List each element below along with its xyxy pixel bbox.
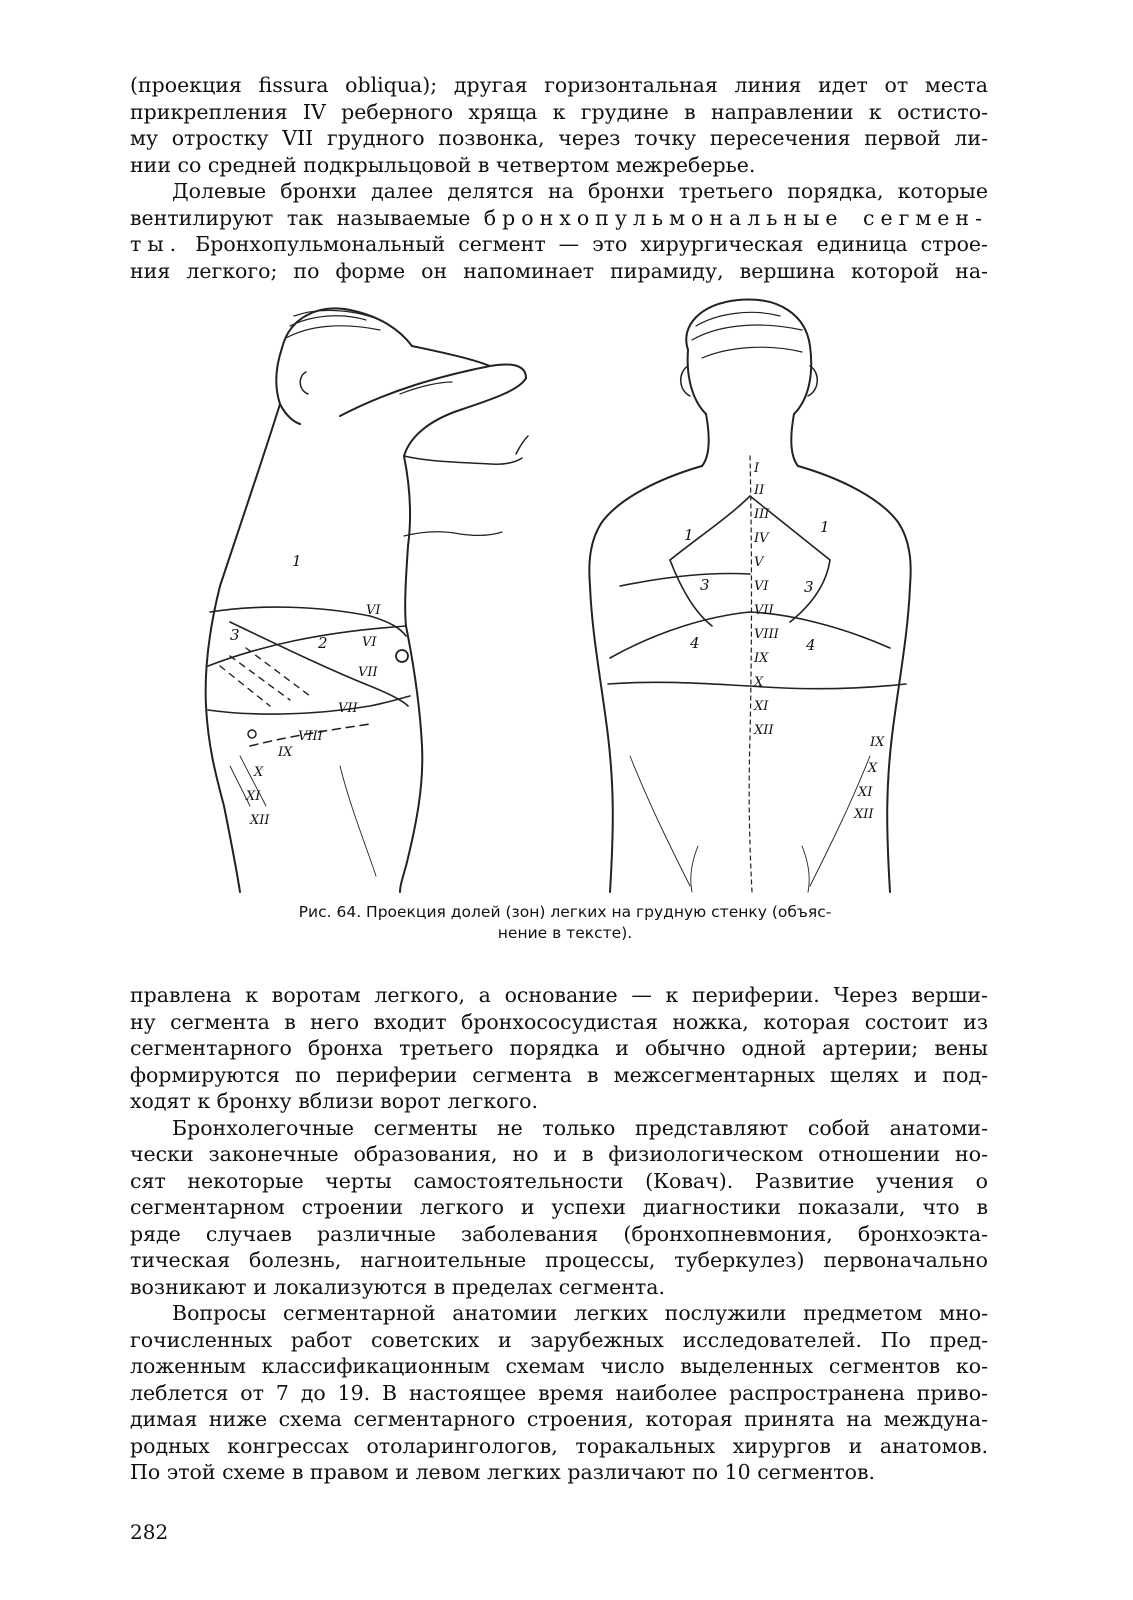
text-line: По этой схеме в правом и левом легких различают по 10 сегментов.: [130, 1460, 876, 1484]
anatomy-illustration: [190, 286, 950, 894]
vertebra-label: III: [754, 507, 770, 522]
zone-label: 4: [806, 636, 816, 654]
vertebra-label: I: [754, 461, 760, 476]
zone-label: 3: [700, 576, 710, 594]
bottom-text-block: [130, 982, 988, 1486]
vertebra-label: IX: [754, 651, 769, 666]
vertebra-label: XII: [754, 723, 774, 738]
zone-label: 4: [690, 634, 700, 652]
vertebra-label: IV: [754, 531, 769, 546]
text-line: тическая болезнь, нагноительные процессы, туберкулез) первоначально: [130, 1248, 988, 1272]
vertebra-label: V: [754, 555, 764, 570]
rib-label: XI: [858, 785, 873, 800]
zone-label: 1: [820, 518, 830, 536]
spaced-term: бронхопульмональные сегмен-: [483, 205, 988, 230]
side-view-labels: [230, 552, 381, 828]
zone-label: 3: [804, 578, 814, 596]
rib-label: XII: [854, 807, 874, 822]
text-line: ну сегмента в него входит бронхососудистая ножка, которая состоит из: [130, 1009, 988, 1034]
anatomy-figure: [190, 286, 950, 894]
vertebra-label: VII: [754, 603, 774, 618]
rib-label: VIII: [298, 729, 323, 744]
spaced-term: ты.: [130, 232, 183, 256]
text-line: [130, 205, 988, 232]
rib-label: X: [254, 765, 264, 780]
text-line: ходят к бронху вблизи ворот легкого.: [130, 1089, 539, 1113]
figure-caption: [220, 902, 910, 944]
rib-label: VII: [358, 665, 378, 680]
page-number: 282: [130, 1520, 169, 1544]
text-line: ния легкого; по форме он напоминает пирамиду, вершина которой на-: [130, 258, 988, 283]
text-line: му отростку VII грудного позвонка, через точку пересечения первой ли-: [130, 126, 988, 150]
text-line: сегментарном строении легкого и успехи диагностики показали, что в: [130, 1195, 988, 1219]
text-line: сегментарного бронха третьего порядка и обычно одной артерии; вены: [130, 1036, 988, 1060]
vertebra-label: VIII: [754, 627, 779, 642]
text-line: гочисленных работ советских и зарубежных исследователей. По пред-: [130, 1327, 988, 1352]
zone-2-label: 2: [318, 634, 328, 652]
text-line: леблется от 7 до 19. В настоящее время наиболее распространена приво-: [130, 1380, 988, 1405]
rib-label: VI: [366, 603, 381, 618]
rib-label: X: [868, 761, 878, 776]
text-line: ложенным классификационным схемам число выделенных сегментов ко-: [130, 1354, 988, 1378]
rib-label: XI: [246, 789, 261, 804]
text-line: Вопросы сегментарной анатомии легких послужили предметом мно-: [172, 1301, 988, 1325]
rib-label: VII: [338, 701, 358, 716]
text-line: родных конгрессах отоларингологов, торакальных хирургов и анатомов.: [130, 1433, 988, 1458]
rib-label: VI: [362, 635, 377, 650]
text-line: (проекция fissura obliqua); другая горизонтальная линия идет от места: [130, 73, 988, 97]
text-fragment: вентилируют так называемые: [130, 205, 484, 230]
text-line: димая ниже схема сегментарного строения, которая принята на междуна-: [130, 1407, 988, 1431]
text-line: ряде случаев различные заболевания (бронхопневмония, бронхоэкта-: [130, 1221, 988, 1246]
text-fragment: Бронхопульмональный сегмент — это хирургическая единица строе-: [182, 232, 988, 256]
zone-1-label: 1: [292, 552, 302, 570]
rib-label: IX: [278, 745, 293, 760]
top-text-block: [130, 72, 988, 284]
back-view-labels: [684, 461, 885, 822]
rib-label: XII: [250, 813, 270, 828]
text-line: [130, 231, 988, 258]
zone-3-label: 3: [230, 626, 240, 644]
caption-line: нение в тексте).: [497, 924, 633, 942]
text-line: правлена к воротам легкого, а основание — к периферии. Через верши-: [130, 983, 988, 1007]
vertebra-label: VI: [754, 579, 769, 594]
text-line: Бронхолегочные сегменты не только представляют собой анатоми-: [172, 1115, 988, 1140]
vertebra-label: X: [754, 675, 764, 690]
vertebra-label: II: [754, 483, 765, 498]
vertebra-label: XI: [754, 699, 769, 714]
text-line: Долевые бронхи далее делятся на бронхи третьего порядка, которые: [172, 179, 988, 203]
text-line: чески законечные образования, но и в физиологическом отношении но-: [130, 1142, 988, 1166]
text-line: возникают и локализуются в пределах сегмента.: [130, 1274, 665, 1299]
text-line: формируются по периферии сегмента в межсегментарных щелях и под-: [130, 1062, 988, 1087]
rib-label: IX: [870, 735, 885, 750]
zone-label: 1: [684, 526, 694, 544]
text-line: прикрепления IV реберного хряща к грудине в направлении к остисто-: [130, 99, 988, 124]
text-line: нии со средней подкрыльцовой в четвертом межреберье.: [130, 152, 756, 177]
caption-line: Рис. 64. Проекция долей (зон) легких на грудную стенку (объяс-: [298, 903, 832, 921]
text-line: сят некоторые черты самостоятельности (Ковач). Развитие учения о: [130, 1168, 988, 1193]
